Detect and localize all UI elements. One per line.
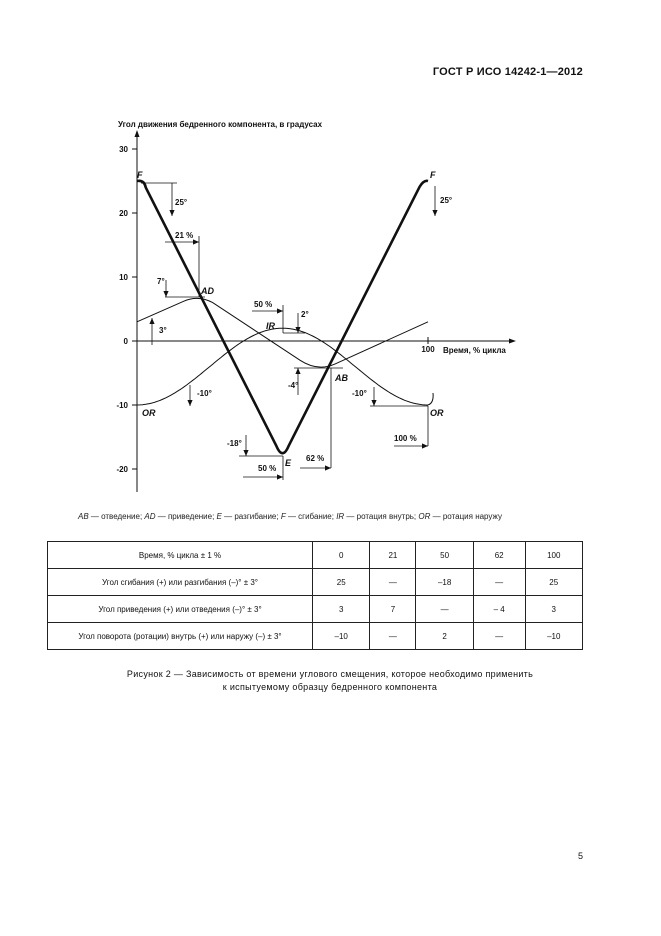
table-cell: 2 bbox=[416, 623, 473, 650]
label-25-left: 25° bbox=[175, 198, 188, 207]
legend-text-ir: — ротация внутрь; bbox=[344, 512, 419, 521]
arrow-21-percent-head bbox=[193, 239, 199, 244]
label-62-percent: 62 % bbox=[306, 454, 325, 463]
y-tick-label: -20 bbox=[116, 465, 128, 474]
legend-text-or: — ротация наружу bbox=[430, 512, 502, 521]
table-cell: –10 bbox=[313, 623, 370, 650]
label-e: E bbox=[285, 458, 292, 468]
table-cell: — bbox=[370, 623, 416, 650]
y-tick-label: 30 bbox=[119, 145, 128, 154]
legend-text-ad: — приведение; bbox=[155, 512, 217, 521]
arrow-25-right-head bbox=[432, 210, 437, 216]
rotation-tail-hook bbox=[428, 393, 433, 405]
label-minus10-left: -10° bbox=[197, 389, 212, 398]
table-cell: Угол сгибания (+) или разгибания (–)° ± 3° bbox=[48, 569, 313, 596]
arrow-50-percent-bottom-head bbox=[277, 474, 283, 479]
table-cell: –10 bbox=[525, 623, 582, 650]
figure-caption bbox=[60, 668, 600, 694]
label-minus18-deg: -18° bbox=[227, 439, 242, 448]
document-id: ГОСТ Р ИСО 14242-1—2012 bbox=[432, 66, 583, 78]
label-minus10-right: -10° bbox=[352, 389, 367, 398]
arrow-62-percent-head bbox=[325, 465, 331, 470]
label-25-right: 25° bbox=[440, 196, 453, 205]
table-cell: – 4 bbox=[473, 596, 525, 623]
table-cell: Время, % цикла ± 1 % bbox=[48, 542, 313, 569]
table-row bbox=[48, 596, 583, 623]
chart-curves bbox=[137, 181, 433, 453]
table-cell: –18 bbox=[416, 569, 473, 596]
label-minus4-deg: -4° bbox=[288, 381, 299, 390]
arrow-100-percent-head bbox=[422, 443, 428, 448]
table-cell: 50 bbox=[416, 542, 473, 569]
label-50-percent-top: 50 % bbox=[254, 300, 273, 309]
table-cell: 62 bbox=[473, 542, 525, 569]
table-cell: 7 bbox=[370, 596, 416, 623]
arrow-3-deg-head bbox=[149, 318, 154, 324]
table-cell: Угол поворота (ротации) внутрь (+) или наружу (–) ± 3° bbox=[48, 623, 313, 650]
arrow-minus18-deg-head bbox=[243, 450, 248, 456]
label-100-percent: 100 % bbox=[394, 434, 417, 443]
y-tick-label: -10 bbox=[116, 401, 128, 410]
table-cell: 25 bbox=[313, 569, 370, 596]
label-f-end: F bbox=[430, 170, 436, 180]
y-axis-title: Угол движения бедренного компонента, в градусах bbox=[118, 120, 323, 129]
label-7-deg: 7° bbox=[157, 277, 165, 286]
label-2-deg: 2° bbox=[301, 310, 309, 319]
label-or-end: OR bbox=[430, 408, 444, 418]
table-row bbox=[48, 542, 583, 569]
table-cell: — bbox=[370, 569, 416, 596]
table-cell: 25 bbox=[525, 569, 582, 596]
caption-line-2: к испытуемому образцу бедренного компонента bbox=[222, 682, 438, 692]
table-cell: — bbox=[416, 596, 473, 623]
arrow-25-left-head bbox=[169, 210, 174, 216]
table-cell: 21 bbox=[370, 542, 416, 569]
arrow-minus4-deg-head bbox=[295, 368, 300, 374]
caption-line-1: Рисунок 2 — Зависимость от времени углового смещения, которое необходимо применить bbox=[126, 669, 534, 679]
label-ab: AB bbox=[335, 373, 348, 383]
table-cell: — bbox=[473, 569, 525, 596]
page-number: 5 bbox=[578, 851, 584, 861]
label-or-start: OR bbox=[142, 408, 156, 418]
motion-parameters-table bbox=[47, 541, 583, 650]
y-tick-label: 20 bbox=[119, 209, 128, 218]
label-3-deg: 3° bbox=[159, 326, 167, 335]
table-cell: 0 bbox=[313, 542, 370, 569]
arrow-50-percent-top-head bbox=[277, 308, 283, 313]
table-cell: 100 bbox=[525, 542, 582, 569]
x-axis-title: Время, % цикла bbox=[443, 346, 506, 355]
table-cell: 3 bbox=[313, 596, 370, 623]
y-axis-arrowhead bbox=[135, 130, 140, 137]
x-axis-arrowhead bbox=[509, 339, 516, 344]
label-ad: AD bbox=[201, 286, 214, 296]
arrow-minus10-right-head bbox=[371, 400, 376, 406]
arrow-minus10-left-head bbox=[187, 400, 192, 406]
series-adduction-line bbox=[137, 298, 428, 367]
table-cell: 3 bbox=[525, 596, 582, 623]
table-cell: — bbox=[473, 623, 525, 650]
legend-abbr-or: OR bbox=[418, 512, 431, 521]
table-row bbox=[48, 623, 583, 650]
table-cell: Угол приведения (+) или отведения (–)° ± 3° bbox=[48, 596, 313, 623]
y-tick-label: 10 bbox=[119, 273, 128, 282]
series-rotation-line bbox=[137, 328, 428, 405]
table-row bbox=[48, 569, 583, 596]
label-f-start: F bbox=[137, 170, 143, 180]
series-flexion-line bbox=[137, 181, 428, 453]
label-50-percent-bottom: 50 % bbox=[258, 464, 277, 473]
label-ir: IR bbox=[266, 321, 275, 331]
label-21-percent: 21 % bbox=[175, 231, 194, 240]
chart-axes bbox=[116, 120, 516, 492]
legend-abbr-f: F bbox=[280, 512, 286, 521]
legend-text-ab: — отведение; bbox=[88, 512, 145, 521]
y-tick-label: 0 bbox=[123, 337, 128, 346]
legend-abbr-ad: AD bbox=[144, 512, 156, 521]
arrow-7-deg-head bbox=[163, 291, 168, 297]
legend-abbr-e: E bbox=[216, 512, 222, 521]
chart-legend-note bbox=[78, 512, 598, 521]
legend-text-e: — разгибание; bbox=[221, 512, 281, 521]
x-tick-label: 100 bbox=[421, 345, 435, 354]
legend-text-f: — сгибание; bbox=[285, 512, 337, 521]
legend-abbr-ir: IR bbox=[336, 512, 345, 521]
legend-abbr-ab: AB bbox=[78, 512, 89, 521]
